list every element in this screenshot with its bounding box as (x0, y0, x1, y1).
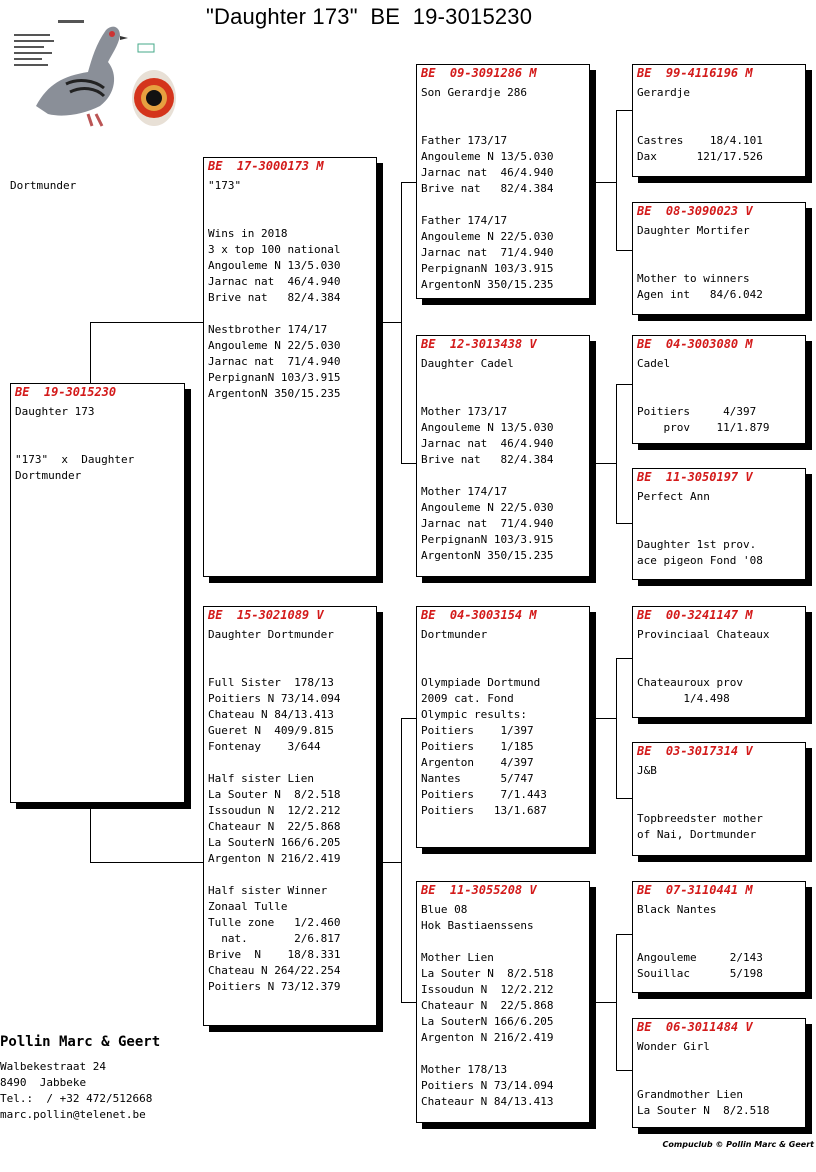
connector (90, 322, 204, 323)
connector (589, 1002, 617, 1003)
pedigree-text-line: Poitiers 7/1.443 (421, 788, 547, 801)
pedigree-text-line: Souillac 5/198 (637, 967, 763, 980)
pedigree-text-line: Dortmunder (15, 469, 82, 482)
pedigree-text-line: Chateaur N 22/5.868 (421, 999, 554, 1012)
pedigree-text-line: Mother 173/17 (421, 405, 508, 418)
pigeon-name: J&B (637, 764, 657, 777)
pedigree-text-line: Angouleme N 22/5.030 (421, 501, 554, 514)
pedigree-text-line: Brive nat 82/4.384 (421, 182, 554, 195)
pigeon-name: Daughter Mortifer (637, 224, 750, 237)
pedigree-text-line: Chateau N 264/22.254 (208, 964, 341, 977)
connector (616, 798, 633, 799)
pedigree-text-line: ace pigeon Fond '08 (637, 554, 763, 567)
ring-number: BE 04-3003080 M (637, 337, 753, 351)
page-title: "Daughter 173" BE 19-3015230 (206, 4, 533, 29)
side-note: Dortmunder (10, 179, 77, 192)
pedigree-text-line: Argenton N 216/2.419 (208, 852, 341, 865)
ring-number: BE 00-3241147 M (637, 608, 753, 622)
connector (401, 182, 417, 183)
pedigree-box-father-mother (416, 335, 590, 577)
owner-email: marc.pollin@telenet.be (0, 1108, 146, 1121)
ring-number: BE 99-4116196 M (637, 66, 753, 80)
pedigree-text-line: Full Sister 178/13 (208, 676, 334, 689)
pigeon-name: Daughter Dortmunder (208, 628, 334, 641)
pedigree-text-line: Fontenay 3/644 (208, 740, 321, 753)
pedigree-box-fff (632, 64, 806, 177)
pedigree-text-line: of Nai, Dortmunder (637, 828, 757, 841)
pedigree-text-line: Poitiers 1/397 (421, 724, 534, 737)
connector (90, 862, 204, 863)
pedigree-box-mmf (632, 881, 806, 993)
pedigree-text-line: La Souter N 8/2.518 (637, 1104, 770, 1117)
pedigree-text-line: Argenton 4/397 (421, 756, 534, 769)
pedigree-box-subject (10, 383, 185, 803)
pedigree-text-line: PerpignanN 103/3.915 (421, 533, 554, 546)
ring-number: BE 15-3021089 V (208, 608, 324, 622)
pedigree-text-line: La Souter N 8/2.518 (421, 967, 554, 980)
ring-number: BE 07-3110441 M (637, 883, 753, 897)
pigeon-name: Wonder Girl (637, 1040, 710, 1053)
pedigree-box-fmm (632, 468, 806, 580)
pigeon-name: Perfect Ann (637, 490, 710, 503)
pedigree-text-line: Angouleme 2/143 (637, 951, 763, 964)
pedigree-text-line: Issoudun N 12/2.212 (421, 983, 554, 996)
pedigree-text-line: Topbreedster mother (637, 812, 763, 825)
pigeon-name: Black Nantes (637, 903, 717, 916)
pedigree-box-mfm (632, 742, 806, 856)
pedigree-text-line: Olympiade Dortmund (421, 676, 541, 689)
connector (401, 718, 402, 1003)
connector (376, 322, 402, 323)
pedigree-box-father-father (416, 64, 590, 299)
pigeon-name: Daughter 173 (15, 405, 95, 418)
pedigree-text-line: 2009 cat. Fond (421, 692, 514, 705)
pedigree-text-line: Poitiers N 73/14.094 (208, 692, 341, 705)
pedigree-text-line: Hok Bastiaenssens (421, 919, 534, 932)
pedigree-text-line: Jarnac nat 46/4.940 (421, 437, 554, 450)
pedigree-text-line: Chateaur N 22/5.868 (208, 820, 341, 833)
pedigree-text-line: Angouleme N 22/5.030 (208, 339, 341, 352)
pedigree-text-line: Agen int 84/6.042 (637, 288, 763, 301)
connector (401, 463, 417, 464)
credit-line: Compuclub © Pollin Marc & Geert (662, 1140, 814, 1149)
pedigree-text-line: Mother Lien (421, 951, 494, 964)
connector (401, 182, 402, 464)
ring-number: BE 08-3090023 V (637, 204, 753, 218)
connector (401, 1002, 417, 1003)
pedigree-box-mother-father (416, 606, 590, 848)
pedigree-text-line: prov 11/1.879 (637, 421, 770, 434)
pedigree-text-line: Poitiers 1/185 (421, 740, 534, 753)
connector (90, 802, 91, 863)
ring-number: BE 06-3011484 V (637, 1020, 753, 1034)
pedigree-text-line: Poitiers 4/397 (637, 405, 757, 418)
pedigree-text-line: Olympic results: (421, 708, 527, 721)
owner-address-line: Walbekestraat 24 (0, 1060, 106, 1073)
connector (401, 718, 417, 719)
pedigree-box-mother (203, 606, 377, 1026)
pedigree-box-mff (632, 606, 806, 718)
connector (616, 658, 617, 799)
pedigree-text-line: Mother to winners (637, 272, 750, 285)
connector (616, 250, 633, 251)
connector (616, 658, 633, 659)
ring-number: BE 12-3013438 V (421, 337, 537, 351)
connector (616, 523, 633, 524)
pigeon-name: Son Gerardje 286 (421, 86, 527, 99)
pedigree-text-line: Angouleme N 22/5.030 (421, 230, 554, 243)
owner-address-line: 8490 Jabbeke (0, 1076, 87, 1089)
pigeon-name: Dortmunder (421, 628, 488, 641)
pedigree-text-line: Angouleme N 13/5.030 (421, 150, 554, 163)
pedigree-text-line: Issoudun N 12/2.212 (208, 804, 341, 817)
pedigree-box-mother-mother (416, 881, 590, 1123)
pedigree-text-line: Angouleme N 13/5.030 (421, 421, 554, 434)
pedigree-text-line: nat. 2/6.817 (208, 932, 341, 945)
connector (589, 182, 617, 183)
pedigree-text-line: La SouterN 166/6.205 (208, 836, 341, 849)
pedigree-text-line: La SouterN 166/6.205 (421, 1015, 554, 1028)
ring-number: BE 09-3091286 M (421, 66, 537, 80)
pedigree-text-line: La Souter N 8/2.518 (208, 788, 341, 801)
pedigree-text-line: Jarnac nat 71/4.940 (421, 517, 554, 530)
connector (616, 384, 633, 385)
connector (616, 384, 617, 524)
pedigree-text-line: Mother 178/13 (421, 1063, 508, 1076)
pedigree-box-father (203, 157, 377, 577)
pedigree-text-line: Grandmother Lien (637, 1088, 743, 1101)
owner-phone: Tel.: / +32 472/512668 (0, 1092, 153, 1105)
connector (616, 934, 617, 1071)
pedigree-text-line: Poitiers 13/1.687 (421, 804, 547, 817)
owner-name: Pollin Marc & Geert (0, 1034, 161, 1050)
pedigree-text-line: Wins in 2018 (208, 227, 288, 240)
pedigree-text-line: Mother 174/17 (421, 485, 508, 498)
pigeon-name: Provinciaal Chateaux (637, 628, 770, 641)
pedigree-text-line: 3 x top 100 national (208, 243, 341, 256)
connector (90, 322, 91, 384)
pigeon-name: Cadel (637, 357, 671, 370)
pedigree-text-line: Poitiers N 73/12.379 (208, 980, 341, 993)
pedigree-text-line: Half sister Winner (208, 884, 328, 897)
connector (616, 110, 633, 111)
ring-number: BE 17-3000173 M (208, 159, 324, 173)
connector (589, 718, 617, 719)
pedigree-text-line: Brive N 18/8.331 (208, 948, 341, 961)
pigeon-logo (8, 14, 178, 130)
pedigree-text-line: Angouleme N 13/5.030 (208, 259, 341, 272)
ring-number: BE 04-3003154 M (421, 608, 537, 622)
pedigree-box-ffm (632, 202, 806, 315)
pedigree-text-line: ArgentonN 350/15.235 (421, 549, 554, 562)
pedigree-text-line: Father 173/17 (421, 134, 508, 147)
pedigree-text-line: Brive nat 82/4.384 (421, 453, 554, 466)
pedigree-text-line: Gueret N 409/9.815 (208, 724, 334, 737)
pedigree-text-line: 1/4.498 (637, 692, 730, 705)
pedigree-text-line: Brive nat 82/4.384 (208, 291, 341, 304)
pedigree-text-line: Jarnac nat 71/4.940 (208, 355, 341, 368)
pedigree-text-line: "173" x Daughter (15, 453, 135, 466)
connector (616, 110, 617, 251)
pedigree-text-line: Father 174/17 (421, 214, 508, 227)
ring-number: BE 11-3050197 V (637, 470, 753, 484)
pedigree-text-line: Chateaur N 84/13.413 (421, 1095, 554, 1108)
pedigree-text-line: Half sister Lien (208, 772, 314, 785)
pedigree-text-line: Nantes 5/747 (421, 772, 534, 785)
pigeon-name: Blue 08 (421, 903, 468, 916)
pedigree-text-line: Dax 121/17.526 (637, 150, 763, 163)
pedigree-text-line: PerpignanN 103/3.915 (421, 262, 554, 275)
pedigree-text-line: Zonaal Tulle (208, 900, 288, 913)
connector (376, 862, 402, 863)
pedigree-text-line: Jarnac nat 46/4.940 (421, 166, 554, 179)
pedigree-text-line: ArgentonN 350/15.235 (208, 387, 341, 400)
pedigree-text-line: Daughter 1st prov. (637, 538, 757, 551)
pedigree-text-line: Tulle zone 1/2.460 (208, 916, 341, 929)
ring-number: BE 03-3017314 V (637, 744, 753, 758)
pedigree-text-line: Jarnac nat 46/4.940 (208, 275, 341, 288)
connector (616, 1070, 633, 1071)
pigeon-name: Gerardje (637, 86, 690, 99)
connector (616, 934, 633, 935)
pedigree-box-fmf (632, 335, 806, 444)
pedigree-text-line: Nestbrother 174/17 (208, 323, 328, 336)
ring-number: BE 11-3055208 V (421, 883, 537, 897)
pedigree-text-line: Argenton N 216/2.419 (421, 1031, 554, 1044)
pedigree-text-line: Poitiers N 73/14.094 (421, 1079, 554, 1092)
pigeon-name: "173" (208, 179, 242, 192)
ring-number: BE 19-3015230 (15, 385, 117, 399)
pedigree-text-line: Chateauroux prov (637, 676, 743, 689)
pedigree-text-line: Chateau N 84/13.413 (208, 708, 334, 721)
pedigree-text-line: ArgentonN 350/15.235 (421, 278, 554, 291)
pigeon-name: Daughter Cadel (421, 357, 514, 370)
connector (589, 463, 617, 464)
pedigree-text-line: Castres 18/4.101 (637, 134, 763, 147)
pedigree-text-line: PerpignanN 103/3.915 (208, 371, 341, 384)
pedigree-text-line: Jarnac nat 71/4.940 (421, 246, 554, 259)
pedigree-box-mmm (632, 1018, 806, 1128)
